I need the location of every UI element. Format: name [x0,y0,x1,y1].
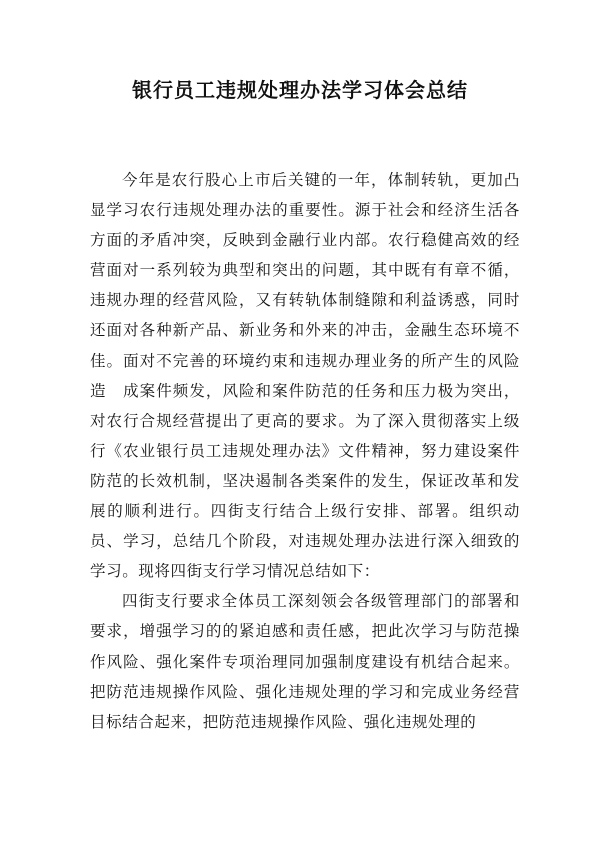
paragraph-requirements: 四街支行要求全体员工深刻领会各级管理部门的部署和要求，增强学习的的紧迫感和责任感，把此次学习与防范操作风险、强化案件专项治理同加强制度建设有机结合起来。把防范违规操作风险、强化违规处理的学习和完成业务经营目标结合起来，把防范违规操作风险、强化违规处理的 [90,592,520,731]
document-body [90,165,520,737]
document-title: 银行员工违规处理办法学习体会总结 [132,78,468,102]
paragraph-intro: 今年是农行股心上市后关键的一年，体制转轨，更加凸显学习农行违规处理办法的重要性。源于社会和经济生活各方面的矛盾冲突，反映到金融行业内部。农行稳健高效的经营面对一系列较为典型和突出的问题，其中既有有章不循，违规办理的经营风险，又有转轨体制缝隙和利益诱惑，同时还面对各种新产品、新业务和外来的冲击，金融生态环境不佳。面对不完善的环境约束和违规办理业务的所产生的风险造 成案件频发，风险和案件防范的任务和压力极为突出，对农行合规经营提出了更高的要求。为了深入贯彻落实上级行《农业银行员工违规处理办法》文件精神，努力建设案件防范的长效机制，坚决遏制各类案件的发生，保证改革和发展的顺利进行。四街支行结合上级行安排、部署。组织动员、学习，总结几个阶段，对违规处理办法进行深入细致的学习。现将四街支行学习情况总结如下： [90,171,520,581]
